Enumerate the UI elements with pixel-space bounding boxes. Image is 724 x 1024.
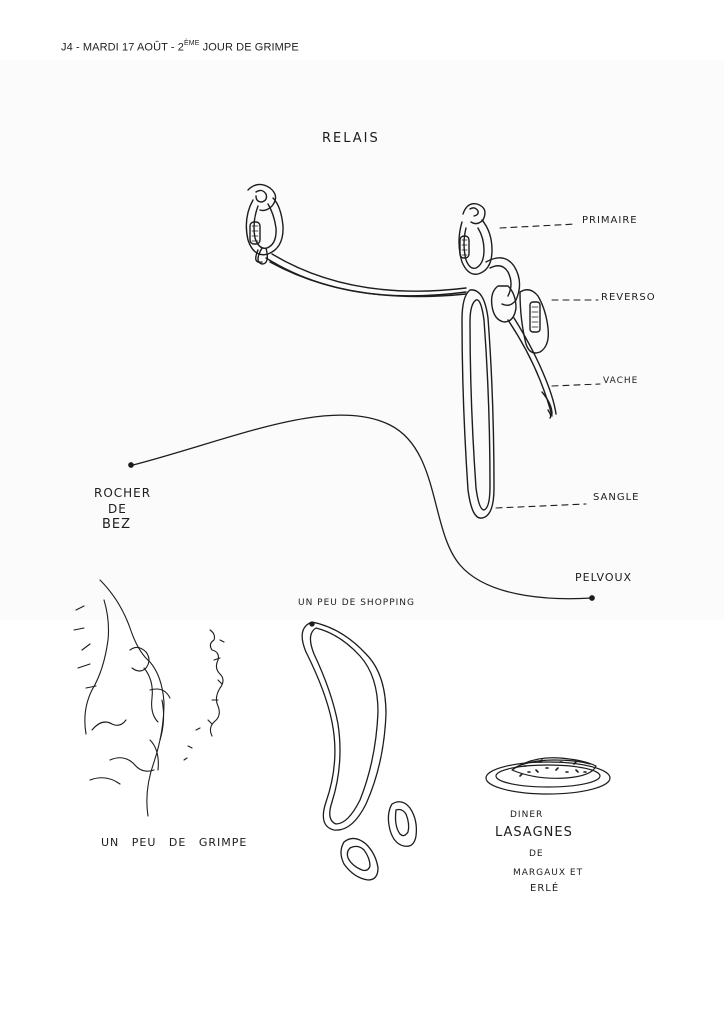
label-sangle: SANGLE xyxy=(593,492,640,503)
caption-diner: DINER xyxy=(510,810,544,820)
climbing-sketch xyxy=(74,580,224,816)
relais-title: RELAIS xyxy=(322,131,380,146)
caption-lasagnes: LASAGNES xyxy=(495,825,573,840)
label-reverso: REVERSO xyxy=(601,292,656,303)
caption-de: DE xyxy=(529,849,544,859)
left-anchor-drawing xyxy=(246,184,466,296)
map-start-line-1: ROCHER xyxy=(94,486,152,500)
header-prefix: J4 - MARDI 17 AOÛT - 2 xyxy=(61,41,185,54)
right-anchor-drawing xyxy=(459,204,556,518)
lasagna-plate-sketch xyxy=(486,758,610,794)
map-start-line-2: DE xyxy=(108,502,127,516)
header-superscript: ÈME xyxy=(184,40,200,47)
route-end-dot xyxy=(590,596,594,600)
label-primaire: PRIMAIRE xyxy=(582,215,638,226)
route-map xyxy=(129,415,594,600)
map-start-line-3: BEZ xyxy=(102,517,132,532)
caption-shopping: UN PEU DE SHOPPING xyxy=(298,598,415,608)
caption-by-2: ERLÉ xyxy=(530,883,560,894)
label-leaders xyxy=(496,224,600,508)
map-end-label: PELVOUX xyxy=(575,571,633,584)
label-vache: VACHE xyxy=(603,376,639,386)
caption-by: MARGAUX ET xyxy=(513,868,584,878)
shopping-sketch xyxy=(302,622,416,880)
header-suffix: JOUR DE GRIMPE xyxy=(199,41,299,54)
caption-grimpe: UN PEU DE GRIMPE xyxy=(101,836,248,849)
